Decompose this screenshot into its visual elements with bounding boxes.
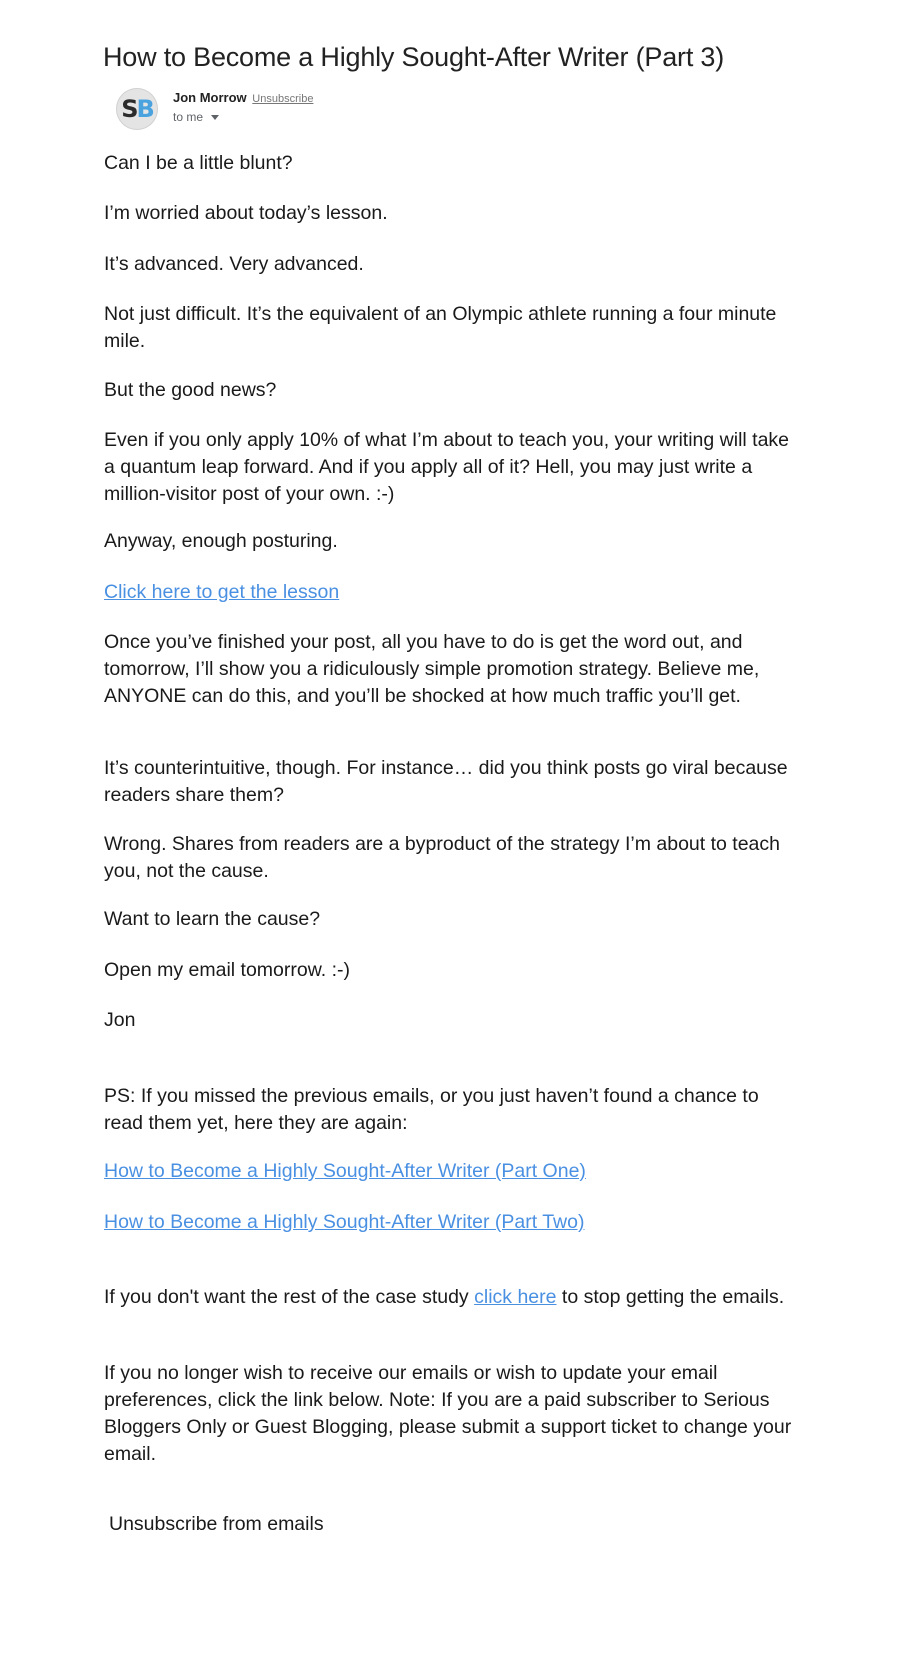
body-paragraph: It’s advanced. Very advanced. <box>104 253 364 275</box>
sender-line <box>173 90 313 105</box>
part-one-paragraph <box>104 1158 794 1185</box>
part-two-paragraph <box>104 1209 794 1236</box>
sender-avatar[interactable] <box>116 88 158 130</box>
body-paragraph: I’m worried about today’s lesson. <box>104 202 388 224</box>
preferences-paragraph: If you no longer wish to receive our emails or wish to update your email preferences, click the link below. Note: If you are a paid subscriber to Serious Bloggers Only or Guest Blogging, please submit a support ticket to change your email. <box>104 1362 792 1465</box>
unsubscribe-footer-link[interactable]: Unsubscribe from emails <box>109 1513 324 1535</box>
avatar-letter-b: B <box>136 95 153 123</box>
stop-emails-link[interactable]: click here <box>474 1286 557 1308</box>
body-paragraph: Want to learn the cause? <box>104 908 321 930</box>
body-paragraph: Once you’ve finished your post, all you have to do is get the word out, and tomorrow, I’ll show you a ridiculously simple promotion strategy. Believe me, ANYONE can do this, and you’ll be shocked at how much traffic you’ll get. <box>104 631 760 707</box>
lesson-link-paragraph <box>104 579 794 606</box>
part-two-link[interactable]: How to Become a Highly Sought-After Writer (Part Two) <box>104 1211 585 1233</box>
body-paragraph: Anyway, enough posturing. <box>104 530 338 552</box>
signature: Jon <box>104 1009 136 1031</box>
recipient-label: to me <box>173 110 204 124</box>
body-paragraph: Open my email tomorrow. :-) <box>104 959 350 981</box>
sender-name[interactable]: Jon Morrow <box>173 90 247 105</box>
body-paragraph: It’s counterintuitive, though. For instance… did you think posts go viral because readers share them? <box>104 757 788 806</box>
body-paragraph: Wrong. Shares from readers are a byproduct of the strategy I’m about to teach you, not the cause. <box>104 833 780 882</box>
recipient-details-caret-icon[interactable] <box>211 115 219 120</box>
get-lesson-link[interactable]: Click here to get the lesson <box>104 581 340 603</box>
body-paragraph: But the good news? <box>104 379 277 401</box>
ps-paragraph: PS: If you missed the previous emails, or you just haven’t found a chance to read them yet, here they are again: <box>104 1085 759 1134</box>
part-one-link[interactable]: How to Become a Highly Sought-After Writer (Part One) <box>104 1160 586 1182</box>
recipient-line <box>173 110 219 124</box>
body-paragraph: Not just difficult. It’s the equivalent of an Olympic athlete running a four minute mile. <box>104 303 777 352</box>
avatar-letter-s: S <box>121 95 137 123</box>
body-paragraph: Can I be a little blunt? <box>104 152 293 174</box>
stop-emails-paragraph <box>104 1284 794 1311</box>
stop-text-after: to stop getting the emails. <box>556 1286 785 1308</box>
body-paragraph: Even if you only apply 10% of what I’m about to teach you, your writing will take a quantum leap forward. And if you apply all of it? Hell, you may just write a million-visitor post of your own. :-) <box>104 429 790 505</box>
email-subject: How to Become a Highly Sought-After Writer (Part 3) <box>103 42 725 73</box>
stop-text-before: If you don't want the rest of the case study <box>104 1286 475 1308</box>
header-unsubscribe-link[interactable]: Unsubscribe <box>252 93 314 105</box>
